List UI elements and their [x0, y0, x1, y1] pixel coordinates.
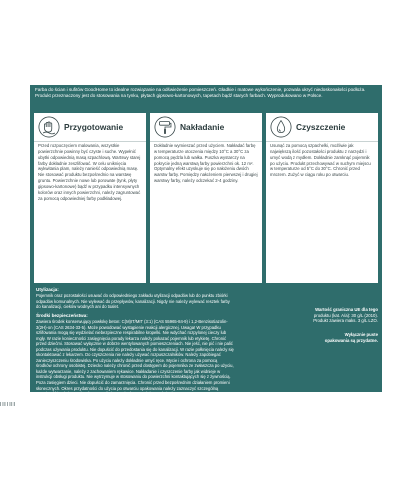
card-preparation-title: Przygotowanie	[64, 122, 124, 132]
label-panel	[30, 85, 382, 483]
card-cleaning-title: Czyszczenie	[296, 122, 346, 132]
coverage-label: ±12 m²	[215, 440, 263, 457]
address-line: Tel.: 223062912	[35, 477, 67, 483]
card-preparation-header	[34, 113, 146, 142]
card-cleaning-header	[266, 113, 378, 142]
card-cleaning-body: Usunąć za pomocą szpachelki, możliwie jak największą ilość pozostałości produktu z narzędzi i umyć wodą z mydłem. Dokładnie zamknąć pojemnik po użyciu. Produkt przechowywać w suchym miejscu w temperaturze od 5°C do 30°C. Chronić przed mrozem. Zużyć w ciągu roku po otwarciu.	[270, 143, 371, 178]
voc-line-1: Wartość graniczna UE dla tego	[315, 307, 378, 312]
instruction-cards	[34, 113, 378, 283]
address-line: The Netherlands	[35, 459, 68, 465]
intro-text: Farba do ścian i sufitów GoodHome to idealne rozwiązanie na odświeżenie pomieszczeń. Gładkie i matowe wykończenie, pozwala ukryć niedoskonałości podłoża. Produkt przeznaczony jest do stosowania na tynku, płytach gipsowo-kartonowych, tapetach bądź starych farbach. Wyprodukowano w Polsce.	[35, 87, 366, 99]
disposal-heading: Utylizacja:	[36, 287, 59, 292]
address-line: Kingfisher International Products B.V.	[35, 442, 108, 447]
empty-note-line-2: opakowania są przydatne.	[324, 337, 378, 343]
hand-wiping-icon	[38, 116, 60, 138]
card-application	[150, 113, 262, 283]
safety-text: Zawiera środek konserwujący powłokę beton: C(M)IT/MIT (3:1) (CAS 55965-84-9) i 1,2-Benzisotiazolin-3(2H)-on (CAS 2634-33-5). Może powodować wystąpienie reakcji alergicznej. Uwaga! W przypadku szlifowania mogą się wydzielać niebezpieczne respirabilne kropelki. Nie wdychać rozpylonej cieczy lub mgły. W razie konieczności zasięgnięcia porady lekarza należy pokazać pojemnik lub etykietę. Chronić przed dziećmi. Stosować wyłącznie w dobrze wentylowanych pomieszczeniach. Nie jeść, nie pić i nie palić podczas używania produktu. Nie dopuścić do przedostania się do kanalizacji. W razie połknięcia należy się skontaktować z lekarzem. Do czyszczenia nie należy używać rozpuszczalników. Należy zapobiegać zanieczyszczeniu środowiska. Po użyciu należy dokładnie umyć ręce. Mycie i ochrona za pomocą środków ochrony osobistej. Dziecko należy chronić przed dostępem do pojemnika ze zwłaszcza po użyciu, każde wytwarzanie, należy z zachowaniem rękawice. Nakładanie i czyszczenie farby jak widnieje w instrukcji obsługi produktu. Nie wytrzymuje w stosowaniu do powierzchni kontaktujących się z żywnością. Poza zasięgiem dzieci. Nie dopuścić do zamarznięcia. Chronić przed bezpośrednim działaniem promieni słonecznych. Okres przydatności do użycia po otwarciu opakowania należy zaznaczyć szczególną ostrożność i należy zamknąć w pozycji pionowej, aby szczelnie zamknięcie.	[36, 319, 234, 397]
side-code-text: 5059340001953	[376, 415, 382, 449]
card-cleaning	[266, 113, 378, 283]
address-line: Rapenburgerstraat 175E	[35, 447, 84, 453]
card-preparation	[34, 113, 146, 283]
voc-info	[288, 307, 378, 324]
manufacturer-address	[35, 442, 108, 483]
address-line: www.kingfisher.com/products	[35, 465, 92, 471]
droplet-icon	[270, 116, 292, 138]
side-product-code	[375, 414, 382, 450]
address-line: www.castorama.pl	[35, 471, 71, 477]
disposal-text: Pojemnik oraz pozostałości usuwać do odpowiedniego zakładu utylizacji odpadów lub do punktu zbiórki odpadów komunalnych. Nie wylewać do przepływów, kanalizacji. Nigdy nie należy wylewać resztek farby do kanalizacji, cieków wodnych ani do toalet.	[36, 293, 230, 310]
empty-note-line-1: Wyłącznie puste	[344, 332, 378, 337]
card-application-body: Dokładnie wymieszać przed użyciem. Nakładać farbę w temperaturze otoczenia między 10°C a 30°C za pomocą pędzla lub wałka. Puszka wystarczy na pokrycie jedną warstwą farby powierzchni ok. 12 m². Optymalny efekt uzyskuje się po nałożeniu dwóch warstw farby. Pomiędzy nałożeniem pierwszej i drugiej warstwy farby, należy odczekać 2-4 godziny.	[154, 143, 258, 184]
voc-line-3: Produkt zawiera maks. 3 g/L LZO.	[313, 318, 378, 324]
empty-container-note	[292, 332, 378, 343]
voc-line-2: produktu (kat. A/a): 30 g/L (2010).	[313, 312, 378, 318]
safety-heading: Środki bezpieczeństwa:	[36, 313, 88, 318]
volume-label: 1 L	[226, 422, 248, 439]
card-preparation-body: Przed rozpoczęciem malowania, wszystkie powierzchnie powinny być czyste i suche. Wypełnić ubytki odpowiednią masą szpachlową. Wartswy starej farby dokładnie zeszlifować. W celu uniknięcia wykwitania plam, należy nanieść odpowiednią masę. Nie stosować produktu bezpośrednio na warstwę gruntu. Powierzchnie nowe lub porowate (tynk, płyty gipsowo-kartonowe) bądź w przypadku intensywnych kolorów oraz innych powierzchni, należy zagruntować za pomocą odpowiedniej farby podkładowej.	[38, 143, 141, 201]
card-application-header	[150, 113, 262, 142]
card-application-title: Nakładanie	[180, 122, 225, 132]
address-line: 1011 VM Amsterdam	[35, 453, 76, 459]
barcode-strip	[0, 402, 40, 406]
paint-roller-icon	[154, 116, 176, 138]
